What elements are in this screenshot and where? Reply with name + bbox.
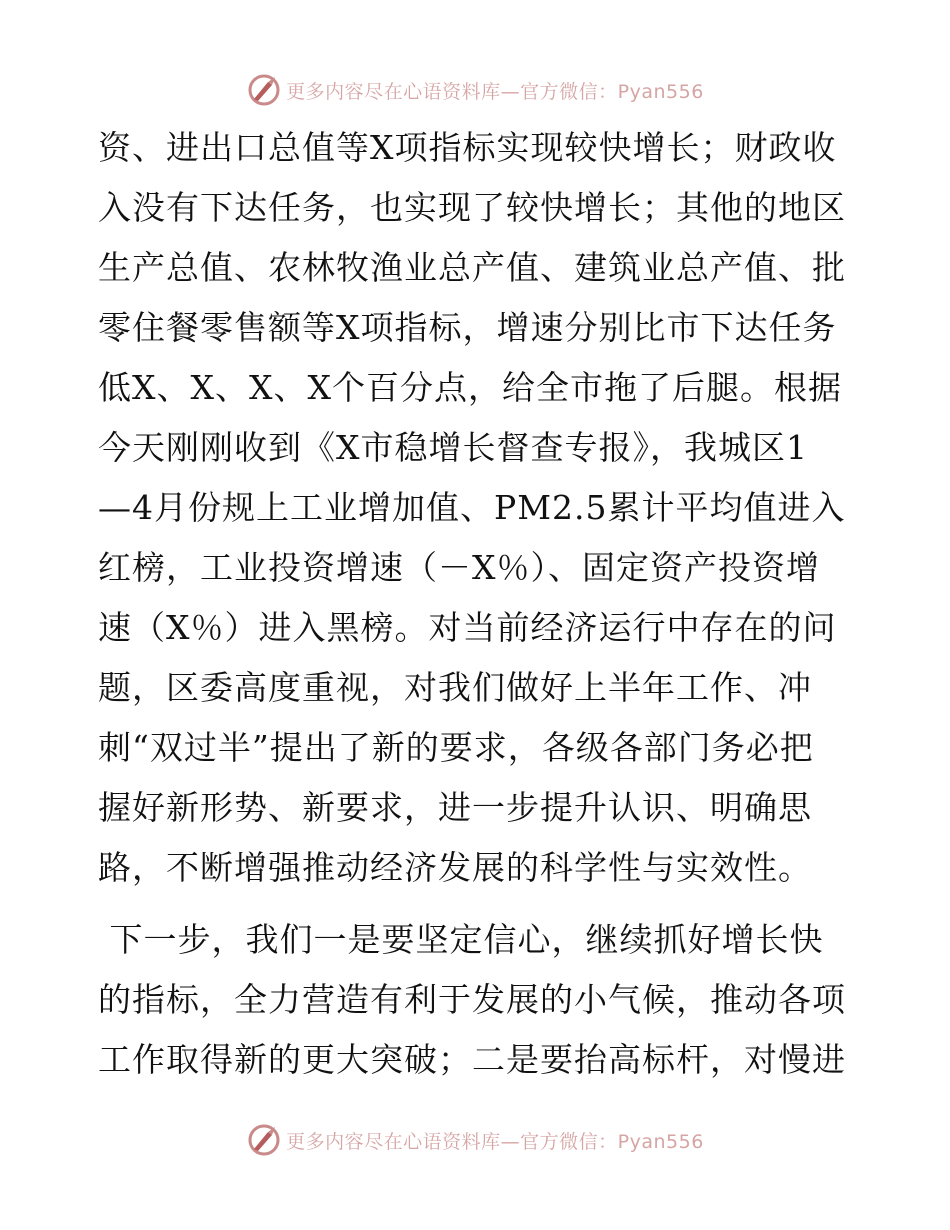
text-line: 的指标，全力营造有利于发展的小气候，推动各项 xyxy=(98,980,846,1019)
text-line: 低X、X、X、X个百分点，给全市拖了后腿。根据 xyxy=(98,368,842,407)
text-line: 刺“双过半”提出了新的要求，各级各部门务必把 xyxy=(98,728,814,767)
paragraph-gap xyxy=(98,898,858,910)
paragraph-1 xyxy=(98,118,858,898)
text-line: 生产总值、农林牧渔业总产值、建筑业总产值、批 xyxy=(98,248,846,287)
text-line: 入没有下达任务，也实现了较快增长；其他的地区 xyxy=(98,188,846,227)
body-text xyxy=(98,118,858,1090)
text-line: 下一步，我们一是要坚定信心，继续抓好增长快 xyxy=(98,920,824,959)
text-line: 资、进出口总值等X项指标实现较快增长；财政收 xyxy=(98,128,837,167)
watermark-text: 更多内容尽在心语资料库—官方微信： xyxy=(286,1130,618,1153)
watermark-contact: Pyan556 xyxy=(617,80,704,103)
text-line: —4月份规上工业增加值、PM2.5累计平均值进入 xyxy=(98,488,846,527)
text-line: 红榜，工业投资增速（－X％）、固定资产投资增 xyxy=(98,548,820,587)
watermark-text: 更多内容尽在心语资料库—官方微信： xyxy=(286,80,618,103)
header-watermark xyxy=(0,70,950,110)
quill-logo-icon xyxy=(246,1122,282,1158)
text-line: 今天刚刚收到《X市稳增长督查专报》，我城区1 xyxy=(98,428,808,467)
quill-logo-icon xyxy=(246,72,282,108)
text-line: 题，区委高度重视，对我们做好上半年工作、冲 xyxy=(98,668,812,707)
text-line: 路，不断增强推动经济发展的科学性与实效性。 xyxy=(98,848,812,887)
watermark-contact: Pyan556 xyxy=(617,1130,704,1153)
text-line: 握好新形势、新要求，进一步提升认识、明确思 xyxy=(98,788,812,827)
text-line: 工作取得新的更大突破；二是要抬高标杆，对慢进 xyxy=(98,1040,846,1079)
footer-watermark xyxy=(0,1120,950,1160)
paragraph-2 xyxy=(98,910,858,1090)
text-line: 速（X％）进入黑榜。对当前经济运行中存在的问 xyxy=(98,608,837,647)
text-line: 零住餐零售额等X项指标，增速分别比市下达任务 xyxy=(98,308,837,347)
